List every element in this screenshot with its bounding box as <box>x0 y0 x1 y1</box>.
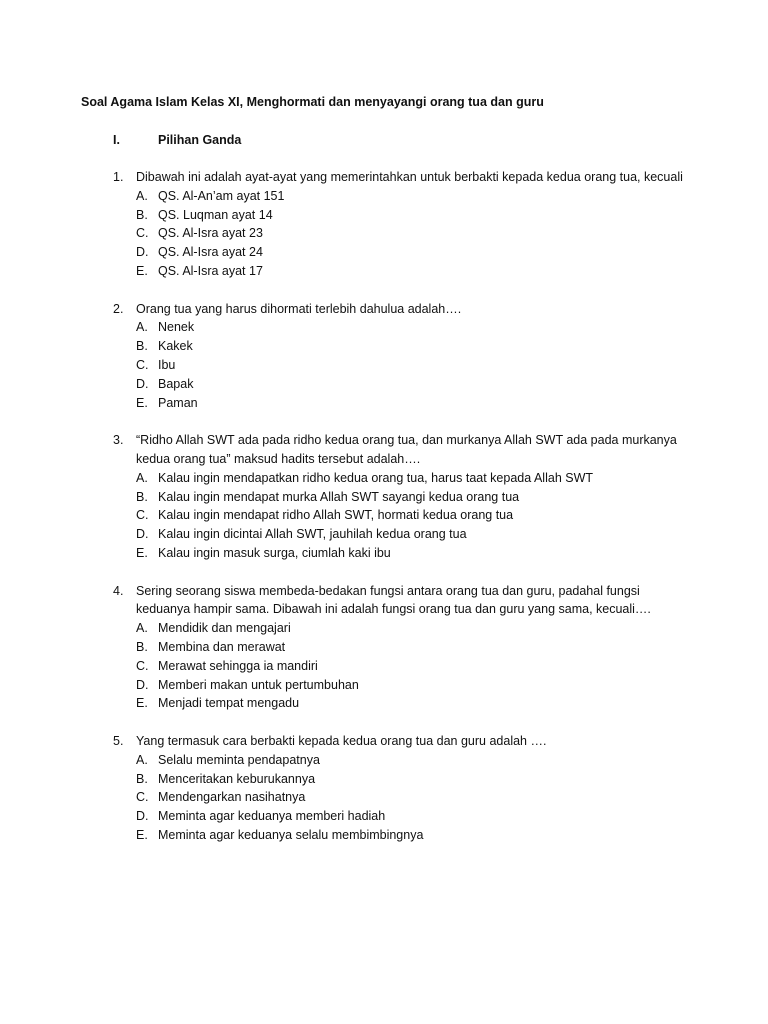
option-letter: E. <box>136 263 148 278</box>
option-text: Menjadi tempat mengadu <box>158 696 300 711</box>
question-number: 4. <box>113 583 124 598</box>
option-letter: C. <box>136 508 149 523</box>
option-letter: C. <box>136 226 149 241</box>
option-e <box>113 394 693 413</box>
option-b <box>113 337 693 356</box>
option-letter: B. <box>136 639 148 654</box>
question-number: 3. <box>113 433 124 448</box>
option-text: Merawat sehingga ia mandiri <box>158 658 318 673</box>
option-text: Menceritakan keburukannya <box>158 771 316 786</box>
option-b <box>113 206 693 225</box>
option-letter: D. <box>136 245 149 260</box>
option-letter: A. <box>136 470 148 485</box>
question-text: Yang termasuk cara berbakti kepada kedua orang tua dan guru adalah …. <box>136 733 547 748</box>
option-text: QS. Luqman ayat 14 <box>158 207 273 222</box>
option-e <box>113 262 693 281</box>
question-5 <box>113 732 693 845</box>
option-a <box>113 751 693 770</box>
option-c <box>113 356 693 375</box>
option-text: Bapak <box>158 376 194 391</box>
question-text: Sering seorang siswa membeda-bedakan fungsi antara orang tua dan guru, padahal fungsi keduanya hampir sama. Dibawah ini adalah fungsi orang tua dan guru yang sama, kecuali…. <box>136 583 651 617</box>
option-letter: C. <box>136 357 149 372</box>
option-a <box>113 187 693 206</box>
option-text: Membina dan merawat <box>158 639 286 654</box>
option-c <box>113 506 693 525</box>
option-letter: D. <box>136 809 149 824</box>
option-e <box>113 544 693 563</box>
option-text: Nenek <box>158 320 195 335</box>
question-text: Dibawah ini adalah ayat-ayat yang memerintahkan untuk berbakti kepada kedua orang tua, kecuali <box>136 170 683 184</box>
option-text: QS. Al-An’am ayat 151 <box>158 188 285 203</box>
option-list <box>113 318 693 412</box>
option-list <box>113 751 693 845</box>
option-b <box>113 638 693 657</box>
option-b <box>113 770 693 789</box>
option-letter: A. <box>136 188 148 203</box>
question-list <box>113 168 693 863</box>
option-text: Paman <box>158 395 198 410</box>
option-c <box>113 788 693 807</box>
option-d <box>113 525 693 544</box>
question-2 <box>113 300 693 413</box>
option-text: QS. Al-Isra ayat 23 <box>158 226 263 241</box>
option-d <box>113 243 693 262</box>
option-text: Kalau ingin mendapat murka Allah SWT sayangi kedua orang tua <box>158 489 520 504</box>
option-c <box>113 657 693 676</box>
option-c <box>113 224 693 243</box>
section-number: I. <box>113 133 120 147</box>
document-title: Soal Agama Islam Kelas XI, Menghormati dan menyayangi orang tua dan guru <box>81 95 544 109</box>
option-letter: E. <box>136 395 148 410</box>
option-text: Meminta agar keduanya memberi hadiah <box>158 809 386 824</box>
option-letter: E. <box>136 545 148 560</box>
option-text: Kalau ingin mendapatkan ridho kedua orang tua, harus taat kepada Allah SWT <box>158 470 594 485</box>
option-text: Kalau ingin dicintai Allah SWT, jauhilah kedua orang tua <box>158 527 467 542</box>
question-4 <box>113 582 693 714</box>
question-number: 1. <box>113 170 124 184</box>
option-letter: B. <box>136 771 148 786</box>
section-title: Pilihan Ganda <box>158 133 242 147</box>
question-1 <box>113 168 693 281</box>
option-letter: A. <box>136 320 148 335</box>
section-heading <box>113 131 241 150</box>
option-text: Kalau ingin masuk surga, ciumlah kaki ibu <box>158 545 391 560</box>
option-text: Mendidik dan mengajari <box>158 621 291 636</box>
option-letter: D. <box>136 376 149 391</box>
option-letter: D. <box>136 527 149 542</box>
option-d <box>113 375 693 394</box>
option-letter: A. <box>136 621 148 636</box>
option-letter: B. <box>136 339 148 354</box>
option-letter: E. <box>136 696 148 711</box>
option-d <box>113 676 693 695</box>
option-letter: C. <box>136 790 149 805</box>
option-text: QS. Al-Isra ayat 17 <box>158 263 263 278</box>
option-text: QS. Al-Isra ayat 24 <box>158 245 263 260</box>
option-text: Meminta agar keduanya selalu membimbingnya <box>158 827 424 842</box>
question-text: Orang tua yang harus dihormati terlebih dahulua adalah…. <box>136 301 462 316</box>
option-list <box>113 619 693 713</box>
option-letter: B. <box>136 489 148 504</box>
option-text: Memberi makan untuk pertumbuhan <box>158 677 359 692</box>
option-a <box>113 469 693 488</box>
option-d <box>113 807 693 826</box>
question-3 <box>113 431 693 563</box>
option-letter: C. <box>136 658 149 673</box>
option-text: Kalau ingin mendapat ridho Allah SWT, hormati kedua orang tua <box>158 508 514 523</box>
option-text: Kakek <box>158 339 193 354</box>
option-list <box>113 187 693 281</box>
option-text: Selalu meminta pendapatnya <box>158 752 320 767</box>
option-letter: D. <box>136 677 149 692</box>
option-a <box>113 619 693 638</box>
option-list <box>113 469 693 563</box>
option-letter: B. <box>136 207 148 222</box>
question-number: 2. <box>113 301 124 316</box>
option-e <box>113 694 693 713</box>
option-letter: E. <box>136 827 148 842</box>
option-text: Ibu <box>158 357 176 372</box>
option-letter: A. <box>136 752 148 767</box>
option-e <box>113 826 693 845</box>
option-b <box>113 488 693 507</box>
question-number: 5. <box>113 733 124 748</box>
question-text: “Ridho Allah SWT ada pada ridho kedua orang tua, dan murkanya Allah SWT ada pada murkanya kedua orang tua” maksud hadits tersebut adalah…. <box>136 433 677 466</box>
option-text: Mendengarkan nasihatnya <box>158 790 306 805</box>
option-a <box>113 318 693 337</box>
